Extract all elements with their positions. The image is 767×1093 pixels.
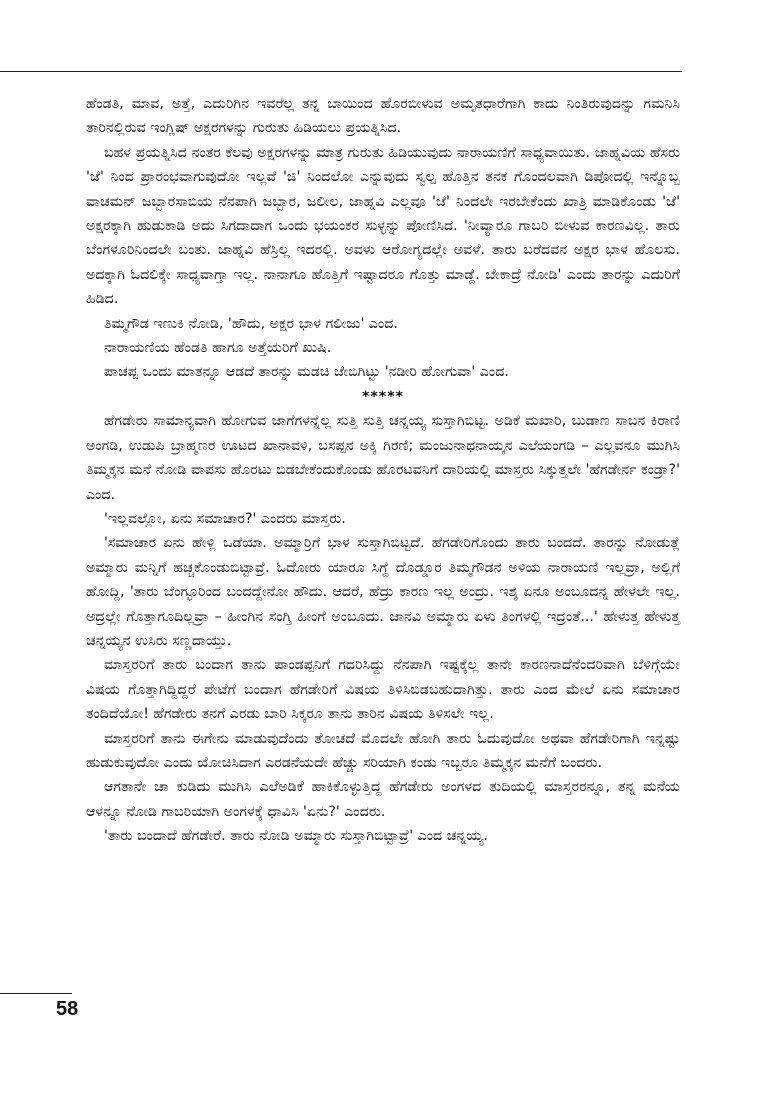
paragraph: ಪಾಚಪ್ಪ ಒಂದು ಮಾತನ್ನೂ ಆಡದೆ ತಾರನ್ನು ಮಡಚಿ ಜೇಬಿಗಿಟ್ಟು 'ನಡೀರಿ ಹೋಗುವಾ' ಎಂದ. — [104, 364, 509, 381]
paragraph: 'ಇಲ್ಲವಲ್ಲೋ, ಏನು ಸಮಾಚಾರ?' ಎಂದರು ಮಾಸ್ತರು. — [104, 510, 346, 527]
page-body — [86, 92, 680, 849]
paragraph: ಹೆಂಡತಿ, ಮಾವ, ಅತ್ತೆ, ಎದುರಿಗಿನ ಇವರೆಲ್ಲ ತನ್ನ ಬಾಯಿಂದ ಹೊರಬೀಳುವ ಅಮೃತಧಾರೆಗಾಗಿ ಕಾದು ನಿಂತಿರುವುದನ್ನು ಗಮನಿಸಿ ತಾರಿನಲ್ಲಿರುವ ಇಂಗ್ಲಿಷ್ ಅಕ್ಷರಗಳನ್ನು ಗುರುತು ಹಿಡಿಯಲು ಪ್ರಯತ್ನಿಸಿದ. — [86, 96, 680, 137]
footer-rule — [0, 993, 72, 994]
paragraph: ಮಾಸ್ತರರಿಗೆ ತಾನು ಈಗೇನು ಮಾಡುವುದೆಂದು ತೋಚದೆ ಮೊದಲೇ ಹೋಗಿ ತಾರು ಓದುವುದೋ ಅಥವಾ ಹೆಗಡೇರಿಗಾಗಿ ಇನ್ನಷ್ಟು ಹುಡುಕುವುದೋ ಎಂದು ಯೋಚಿಸಿದಾಗ ಎರಡನೆಯದೇ ಹೆಚ್ಚು ಸರಿಯಾಗಿ ಕಂಡು ಇಬ್ಬರೂ ತಿಮ್ಮಕ್ಕನ ಮನೆಗೆ ಬಂದರು. — [86, 730, 680, 771]
paragraph: ಬಹಳ ಪ್ರಯತ್ನಿಸಿದ ನಂತರ ಕೆಲವು ಅಕ್ಷರಗಳನ್ನು ಮಾತ್ರ ಗುರುತು ಹಿಡಿಯುವುದು ನಾರಾಯಣಿಗೆ ಸಾಧ್ಯವಾಯಿತು. ಜಾಹ್ನವಿಯ ಹೆಸರು 'ಜೆ' ನಿಂದ ಪ್ರಾರಂಭವಾಗುವುದೋ ಇಲ್ಲವೆ 'ಜಿ' ನಿಂದಲೋ ಎನ್ನುವುದು ಸ್ವಲ್ಪ ಹೊತ್ತಿನ ತನಕ ಗೊಂದಲವಾಗಿ ಡಿಪೋದಲ್ಲಿ ಇನ್ನೊಬ್ಬ ವಾಚಮನ್ ಜಬ್ಬಾರಸಾಬಿಯ ನೆನಪಾಗಿ ಜಬ್ಬಾರ, ಜಲೀಲ, ಜಾಹ್ನವಿ ಎಲ್ಲವೂ 'ಜೆ' ನಿಂದಲೇ ಇರಬೇಕೆಂದು ಖಾತ್ರಿ ಮಾಡಿಕೊಂಡು 'ಜೆ' ಅಕ್ಷರಕ್ಕಾಗಿ ಹುಡುಕಾಡಿ ಅದು ಸಿಗದಾದಾಗ ಒಂದು ಭಯಂಕರ ಸುಳ್ಳನ್ನು ಪೋಣಿಸಿದ. 'ನೀವ್ಯಾರೂ ಗಾಬರಿ ಬೀಳುವ ಕಾರಣವಿಲ್ಲ. ತಾರು ಬೆಂಗಳೂರಿನಿಂದಲೇ ಬಂತು. ಜಾಹ್ನವಿ ಹೆಸ್ರಿಲ್ಲ ಇದರಲ್ಲಿ. ಅವಳು ಆರೋಗ್ಯದಲ್ಲೇ ಅವಳೆ. ತಾರು ಬರೆದವನ ಅಕ್ಷರ ಭಾಳ ಹೊಲಸು. ಅದಕ್ಕಾಗಿ ಓದಲಿಕ್ಕೇ ಸಾಧ್ಯವಾಗ್ತಾ ಇಲ್ಲ. ನಾನಾಗೂ ಹೊತ್ತಿಗೆ ಇಷ್ಟಾದರೂ ಗೊತ್ತು ಮಾಡ್ದೆ. ಬೇಕಾದ್ರೆ ನೋಡಿ' ಎಂದು ತಾರನ್ನು ಎದುರಿಗೆ ಹಿಡಿದ. — [86, 144, 680, 308]
header-rule — [0, 71, 682, 72]
section-break: ***** — [361, 388, 405, 405]
paragraph: ಹೆಗಡೇರು ಸಾಮಾನ್ಯವಾಗಿ ಹೋಗುವ ಜಾಗೆಗಳನ್ನೆಲ್ಲ ಸುತ್ತಿ ಸುತ್ತಿ ಚನ್ನಯ್ಯ ಸುಸ್ತಾಗಿಬಿಟ್ಟ. ಅಡಿಕೆ ಮಖಾರಿ, ಬುಡಾಣ ಸಾಬನ ಕಿರಾಣಿ ಅಂಗಡಿ, ಉಡುಪಿ ಬ್ರಾಹ್ಮಣರ ಊಟದ ಖಾನಾವಳಿ, ಬಸಪ್ಪನ ಅಕ್ಕಿ ಗಿರಣಿ; ಮಂಜುನಾಥನಾಯ್ಕನ ಎಲೆಯಂಗಡಿ – ಎಲ್ಲವನೂ ಮುಗಿಸಿ ತಿಮ್ಮಕ್ಕನ ಮನೆ ನೋಡಿ ವಾಪಸು ಹೊರಟು ಬಿಡಬೇಕೆಂದುಕೊಂಡು ಹೊರಟವನಿಗೆ ದಾರಿಯಲ್ಲಿ ಮಾಸ್ತರು ಸಿಕ್ಕುತ್ತಲೇ 'ಹೆಗಡೇರ್ನ ಕಂಡ್ರಾ?' ಎಂದ. — [86, 413, 680, 503]
page-number: 58 — [56, 998, 79, 1020]
paragraph: 'ತಾರು ಬಂದಾದೆ ಹೆಗಡೇರೆ. ತಾರು ನೋಡಿ ಅಮ್ಮಾರು ಸುಸ್ತಾಗಿಬಿಟ್ಟಾವ್ರೆ' ಎಂದ ಚನ್ನಯ್ಯ. — [104, 828, 488, 845]
paragraph: ತಿಮ್ಮಗೌಡ ಇಣುಕಿ ನೋಡಿ, 'ಹೌದು, ಅಕ್ಷರ ಭಾಳ ಗಲೀಜು' ಎಂದ. — [104, 315, 398, 332]
paragraph: ಆಗತಾನೇ ಚಾ ಕುಡಿದು ಮುಗಿಸಿ ಎಲೆಅಡಿಕೆ ಹಾಕಿಕೊಳ್ಳುತ್ತಿದ್ದ ಹೆಗಡೇರು ಅಂಗಳದ ತುದಿಯಲ್ಲಿ ಮಾಸ್ತರರನ್ನೂ, ತನ್ನ ಮನೆಯ ಆಳನ್ನೂ ನೋಡಿ ಗಾಬರಿಯಾಗಿ ಅಂಗಳಕ್ಕೆ ಧಾವಿಸಿ 'ಏನು?' ಎಂದರು. — [86, 779, 680, 820]
paragraph: 'ಸಮಾಚಾರ ಏನು ಹೇಳ್ಲಿ ಒಡೆಯಾ. ಅಮ್ಮಾರ್ರಿಗೆ ಭಾಳ ಸುಸ್ತಾಗಿಬಿಟ್ಟದೆ. ಹೆಗಡೇರಿಗೊಂದು ತಾರು ಬಂದದೆ. ತಾರನ್ನು ನೋಡುತ್ಲೆ ಅಮ್ಮಾರು ಮನ್ನಿಗೆ ಹಚ್ಚಕೊಂಡುಬಿಟ್ಟಾವ್ರೆ. ಓದೋರು ಯಾರೂ ಸಿಗ್ದೆ ದೊಡ್ಡೂರ ತಿಮ್ಮಗೌಡನ ಅಳಿಯ ನಾರಾಯಣಿ ಇಲ್ಲವ್ರಾ, ಅಲ್ಲಿಗೆ ಹೋದ್ದಿ, 'ತಾರು ಬೆಂಗ್ಳೂರಿಂದ ಬಂದದ್ದೇನೋ ಹೌದು. ಆದರೆ, ಹೆದ್ರು ಕಾರಣ ಇಲ್ಲ ಅಂದ್ರು. ಇಶ್ಶ ಏನೂ ಅಂಬೂದನ್ನ ಹೇಳಲೇ ಇಲ್ಲ. ಅದ್ರಲ್ಲೇ ಗೊತ್ತಾಗೂದಿಲ್ಲವ್ರಾ – ಹೀಂಗಿನ ಸಂಗ್ತಿ ಹೀಂಗೆ ಅಂಬೂದು. ಜಾನವಿ ಅಮ್ಮಾರು ಏಳು ತಿಂಗಳಲ್ಲಿ ಇದ್ರಂತೆ...' ಹೇಳುತ್ತ ಹೇಳುತ್ತ ಚನ್ನಯ್ಯನ ಉಸಿರು ಸಣ್ಣದಾಯ್ತು. — [86, 535, 680, 649]
paragraph: ನಾರಾಯಣಿಯ ಹೆಂಡತಿ ಹಾಗೂ ಅತ್ತೆಯರಿಗೆ ಖುಷಿ. — [104, 340, 332, 357]
paragraph: ಮಾಸ್ತರರಿಗೆ ತಾರು ಬಂದಾಗ ತಾನು ಪಾಂಡಪ್ಪನಿಗೆ ಗದರಿಸಿದ್ದು ನೆನಪಾಗಿ ಇಷ್ಟಕ್ಕೆಲ್ಲ ತಾನೇ ಕಾರಣನಾದೆನೆಂದರಿವಾಗಿ ಬೆಳಿಗ್ಗೆಯೇ ವಿಷಯ ಗೊತ್ತಾಗಿದ್ದಿದ್ದರೆ ಪೇಟೆಗೆ ಬಂದಾಗ ಹೆಗಡೇರಿಗೆ ವಿಷಯ ತಿಳಿಸಿಬಿಡಬಹುದಾಗಿತ್ತು. ತಾರು ಎಂದ ಮೇಲೆ ಏನು ಸಮಾಚಾರ ತಂದಿದೆಯೋ! ಹೆಗಡೇರು ತನಗೆ ಎರಡು ಬಾರಿ ಸಿಕ್ಕರೂ ತಾನು ತಾರಿನ ವಿಷಯ ತಿಳಿಸಲೇ ಇಲ್ಲ. — [86, 657, 680, 723]
